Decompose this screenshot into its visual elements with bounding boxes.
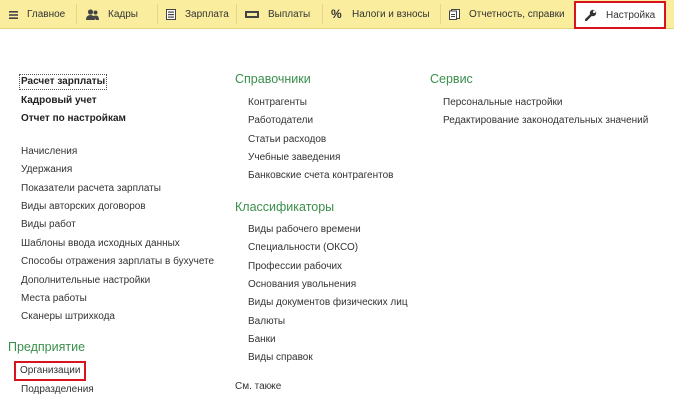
tab-settings[interactable] xyxy=(574,1,666,29)
list-item[interactable]: Основания увольнения xyxy=(248,279,357,290)
list-item[interactable]: Шаблоны ввода исходных данных xyxy=(21,238,180,249)
tab-label: Настройка xyxy=(606,9,656,21)
tab-label: Выплаты xyxy=(268,9,311,20)
list-item[interactable]: Статьи расходов xyxy=(248,134,327,145)
reports-icon xyxy=(449,9,460,20)
tab-label: Кадры xyxy=(108,9,138,20)
section-title-enterprise: Предприятие xyxy=(8,340,86,354)
section-title-service: Сервис xyxy=(430,72,473,86)
list-item[interactable]: Виды документов физических лиц xyxy=(248,297,408,308)
divider xyxy=(76,4,77,24)
list-item[interactable]: Дополнительные настройки xyxy=(21,275,151,286)
tab-main[interactable] xyxy=(9,0,65,29)
tab-label: Зарплата xyxy=(185,9,229,20)
list-item[interactable]: Контрагенты xyxy=(248,97,307,108)
departments-link[interactable]: Подразделения xyxy=(21,384,94,395)
tab-taxes[interactable] xyxy=(331,0,430,29)
list-item[interactable]: Персональные настройки xyxy=(443,97,563,108)
list-item[interactable]: Места работы xyxy=(21,293,87,304)
hamburger-icon xyxy=(9,11,18,19)
list-item[interactable]: Виды авторских договоров xyxy=(21,201,146,212)
salary-calculation-link[interactable]: Расчет зарплаты xyxy=(21,76,106,87)
list-item[interactable]: Способы отражения зарплаты в бухучете xyxy=(21,256,215,267)
list-item[interactable]: Удержания xyxy=(21,164,73,175)
tab-label: Налоги и взносы xyxy=(352,9,430,20)
hr-accounting-link[interactable]: Кадровый учет xyxy=(21,95,97,106)
list-item[interactable]: Профессии рабочих xyxy=(248,261,343,272)
see-also-link[interactable]: См. также xyxy=(235,381,282,392)
section-title-classifiers: Классификаторы xyxy=(235,200,335,214)
divider xyxy=(322,4,323,24)
tab-reports[interactable] xyxy=(449,0,565,29)
list-item[interactable]: Виды работ xyxy=(21,219,76,230)
tab-payments[interactable] xyxy=(245,0,310,29)
list-item[interactable]: Виды справок xyxy=(248,352,313,363)
people-icon xyxy=(86,9,99,20)
tab-label: Отчетность, справки xyxy=(469,9,565,20)
settings-report-link[interactable]: Отчет по настройкам xyxy=(21,113,126,124)
money-icon xyxy=(245,10,259,19)
list-item[interactable]: Учебные заведения xyxy=(248,152,341,163)
tab-salary[interactable] xyxy=(166,0,229,29)
list-item[interactable]: Работодатели xyxy=(248,115,314,126)
list-item[interactable]: Валюты xyxy=(248,316,286,327)
tab-label: Главное xyxy=(27,9,66,20)
section-title-references: Справочники xyxy=(235,72,311,86)
wrench-icon xyxy=(585,9,597,21)
document-list-icon xyxy=(166,9,176,20)
tab-hr[interactable] xyxy=(86,0,138,29)
list-item[interactable]: Начисления xyxy=(21,146,78,157)
list-item[interactable]: Специальности (ОКСО) xyxy=(248,242,359,253)
section-panel xyxy=(0,0,674,29)
divider xyxy=(157,4,158,24)
divider xyxy=(440,4,441,24)
divider xyxy=(236,4,237,24)
list-item[interactable]: Показатели расчета зарплаты xyxy=(21,183,161,194)
percent-icon: % xyxy=(331,7,342,21)
list-item[interactable]: Сканеры штрихкода xyxy=(21,311,115,322)
list-item[interactable]: Банковские счета контрагентов xyxy=(248,170,394,181)
list-item[interactable]: Редактирование законодательных значений xyxy=(443,115,649,126)
organizations-link[interactable]: Организации xyxy=(14,361,86,381)
list-item[interactable]: Виды рабочего времени xyxy=(248,224,361,235)
list-item[interactable]: Банки xyxy=(248,334,276,345)
